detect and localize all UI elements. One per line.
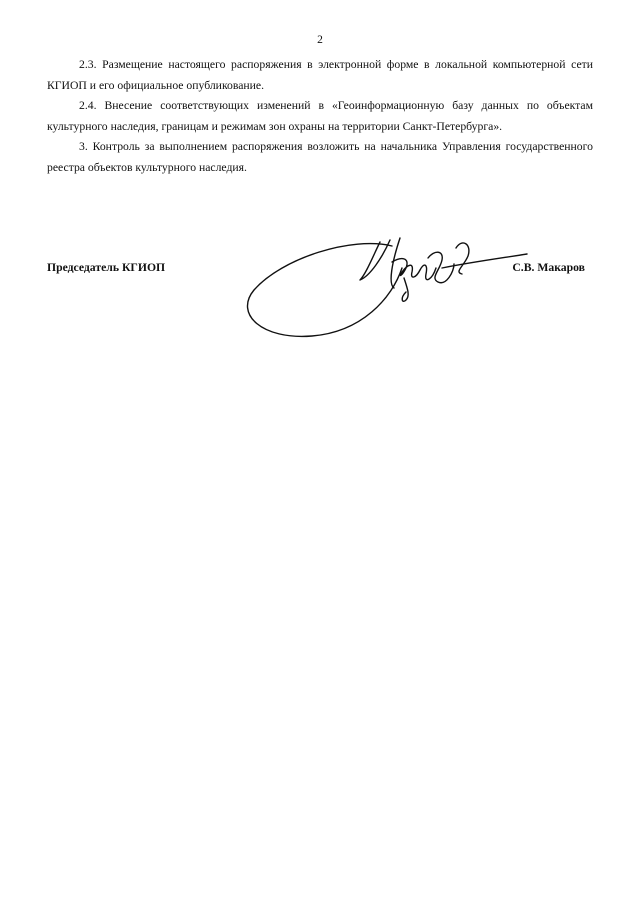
- signer-title: Председатель КГИОП: [47, 261, 166, 274]
- page-number: 2: [317, 34, 323, 46]
- paragraph-2-3: 2.3. Размещение настоящего распоряжения в электронной форме в локальной компьютерной сети КГИОП и его официальное опубликование.: [47, 58, 593, 92]
- paragraph-3: 3. Контроль за выполнением распоряжения возложить на начальника Управления государственного реестра объектов культурного наследия.: [47, 140, 593, 174]
- signature-block: [47, 228, 593, 348]
- handwritten-signature: [242, 228, 532, 348]
- document-body: [47, 55, 593, 178]
- signer-name: С.В. Макаров: [512, 261, 585, 274]
- paragraph-2-4: 2.4. Внесение соответствующих изменений в «Геоинформационную базу данных по объектам культурного наследия, границам и режимам зон охраны на территории Санкт-Петербурга».: [47, 99, 593, 133]
